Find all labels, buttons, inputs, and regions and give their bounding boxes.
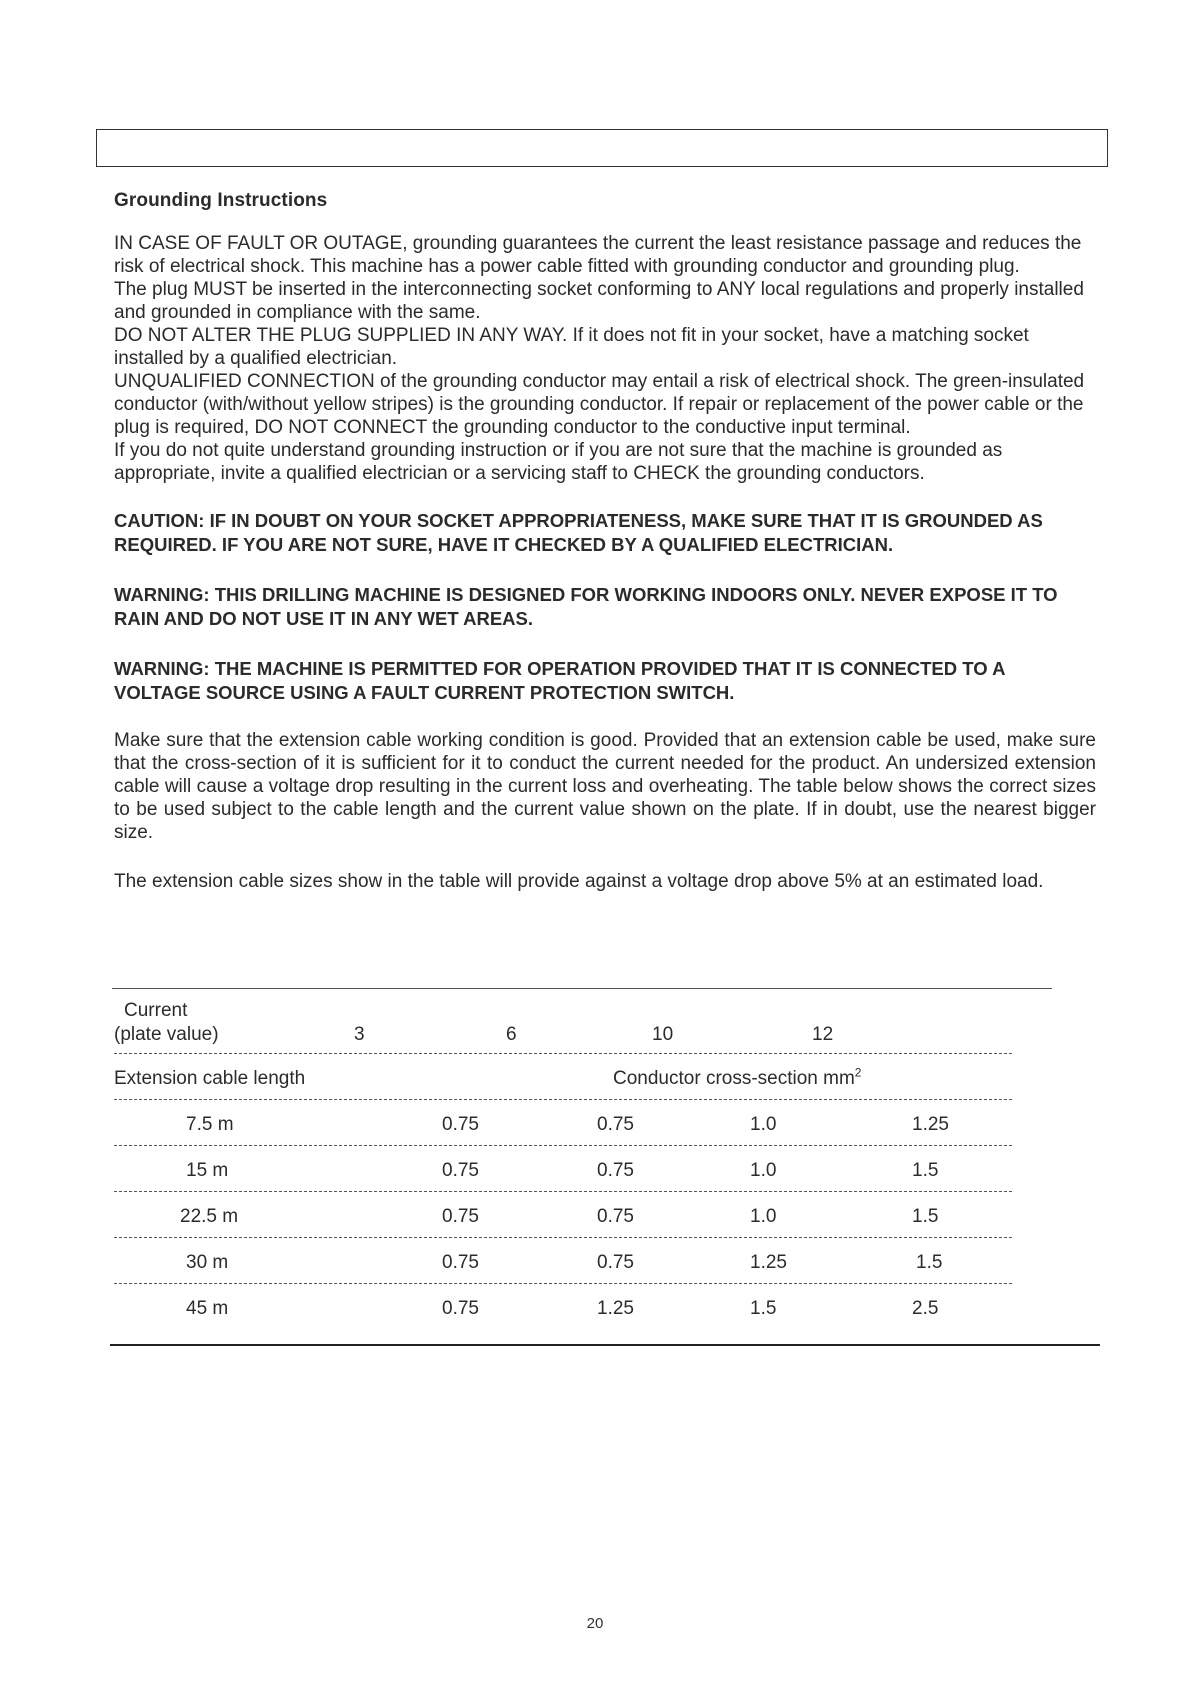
row-value: 1.25 [750,1252,787,1273]
row-value: 0.75 [442,1252,479,1273]
table-top-rule [112,988,1052,989]
row-value: 1.0 [750,1206,777,1227]
row-length: 45 m [186,1298,229,1319]
row-value: 0.75 [442,1160,479,1181]
row-value: 0.75 [597,1160,634,1181]
row-value: 1.5 [912,1206,939,1227]
header-box [96,129,1108,167]
row-value: 1.0 [750,1114,777,1135]
table-divider [114,1145,1012,1146]
table-divider [114,1283,1012,1284]
section-title: Grounding Instructions [114,190,328,211]
extension-cable-paragraph: Make sure that the extension cable working condition is good. Provided that an extension cable be used, make sure that the cross-section of it is sufficient for it to conduct the current needed for the product. An undersized extension cable will cause a voltage drop resulting in the current loss and overheating. The table below shows the correct sizes to be used subject to the cable length and the current value shown on the plate. If in doubt, use the nearest bigger size. [114,730,1096,843]
row-value: 1.5 [912,1160,939,1181]
current-value-6: 6 [506,1024,517,1045]
row-length: 30 m [186,1252,229,1273]
caution-notice: CAUTION: IF IN DOUBT ON YOUR SOCKET APPROPRIATENESS, MAKE SURE THAT IT IS GROUNDED AS REQUIRED. IF YOU ARE NOT SURE, HAVE IT CHECKED BY A QUALIFIED ELECTRICIAN. [114,510,1043,555]
plate-value-label: (plate value) [114,1024,219,1045]
row-value: 1.0 [750,1160,777,1181]
row-value: 0.75 [597,1206,634,1227]
cross-section-header-sup: 2 [854,1065,862,1080]
table-divider [114,1191,1012,1192]
voltage-drop-paragraph: The extension cable sizes show in the table will provide against a voltage drop above 5% at an estimated load. [114,871,1044,892]
current-value-3: 3 [354,1024,365,1045]
current-label: Current [124,1000,188,1021]
page-number: 20 [586,1615,604,1632]
grounding-paragraph-2: The plug MUST be inserted in the interconnecting socket conforming to ANY local regulations and properly installed and grounded in compliance with the same. [114,279,1084,323]
cross-section-header [613,1065,862,1090]
row-value: 1.25 [597,1298,634,1319]
row-length: 15 m [186,1160,229,1181]
row-value: 1.25 [912,1114,949,1135]
row-length: 22.5 m [180,1206,239,1227]
grounding-paragraph-5: If you do not quite understand grounding instruction or if you are not sure that the machine is grounded as appropriate, invite a qualified electrician or a servicing staff to CHECK the grounding conductors. [114,440,1003,484]
row-value: 2.5 [912,1298,939,1319]
grounding-paragraph-3: DO NOT ALTER THE PLUG SUPPLIED IN ANY WAY. If it does not fit in your socket, have a matching socket installed by a qualified electrician. [114,325,1029,369]
page-content [114,190,1096,893]
table-bottom-rule [110,1344,1100,1346]
row-value: 1.5 [750,1298,777,1319]
current-value-10: 10 [652,1024,674,1045]
current-value-12: 12 [812,1024,834,1045]
row-value: 0.75 [597,1252,634,1273]
table-divider [114,1053,1012,1054]
row-value: 1.5 [916,1252,943,1273]
grounding-paragraph-4: UNQUALIFIED CONNECTION of the grounding conductor may entail a risk of electrical shock. The green-insulated conductor (with/without yellow stripes) is the grounding conductor. If repair or replacement of the power cable or the plug is required, DO NOT CONNECT the grounding conductor to the conductive input terminal. [114,371,1085,438]
cross-section-header-text: Conductor cross-section mm [613,1068,855,1089]
row-value: 0.75 [442,1206,479,1227]
warning-fault-switch: WARNING: THE MACHINE IS PERMITTED FOR OPERATION PROVIDED THAT IT IS CONNECTED TO A VOLTAGE SOURCE USING A FAULT CURRENT PROTECTION SWITCH. [114,658,1005,703]
warning-indoors: WARNING: THIS DRILLING MACHINE IS DESIGNED FOR WORKING INDOORS ONLY. NEVER EXPOSE IT TO RAIN AND DO NOT USE IT IN ANY WET AREAS. [114,584,1058,629]
table-divider [114,1237,1012,1238]
row-value: 0.75 [442,1298,479,1319]
row-value: 0.75 [442,1114,479,1135]
row-length: 7.5 m [186,1114,234,1135]
row-value: 0.75 [597,1114,634,1135]
table-divider [114,1099,1012,1100]
grounding-paragraph-1: IN CASE OF FAULT OR OUTAGE, grounding guarantees the current the least resistance passage and reduces the risk of electrical shock. This machine has a power cable fitted with grounding conductor and grounding plug. [114,233,1082,277]
length-header: Extension cable length [114,1068,306,1089]
